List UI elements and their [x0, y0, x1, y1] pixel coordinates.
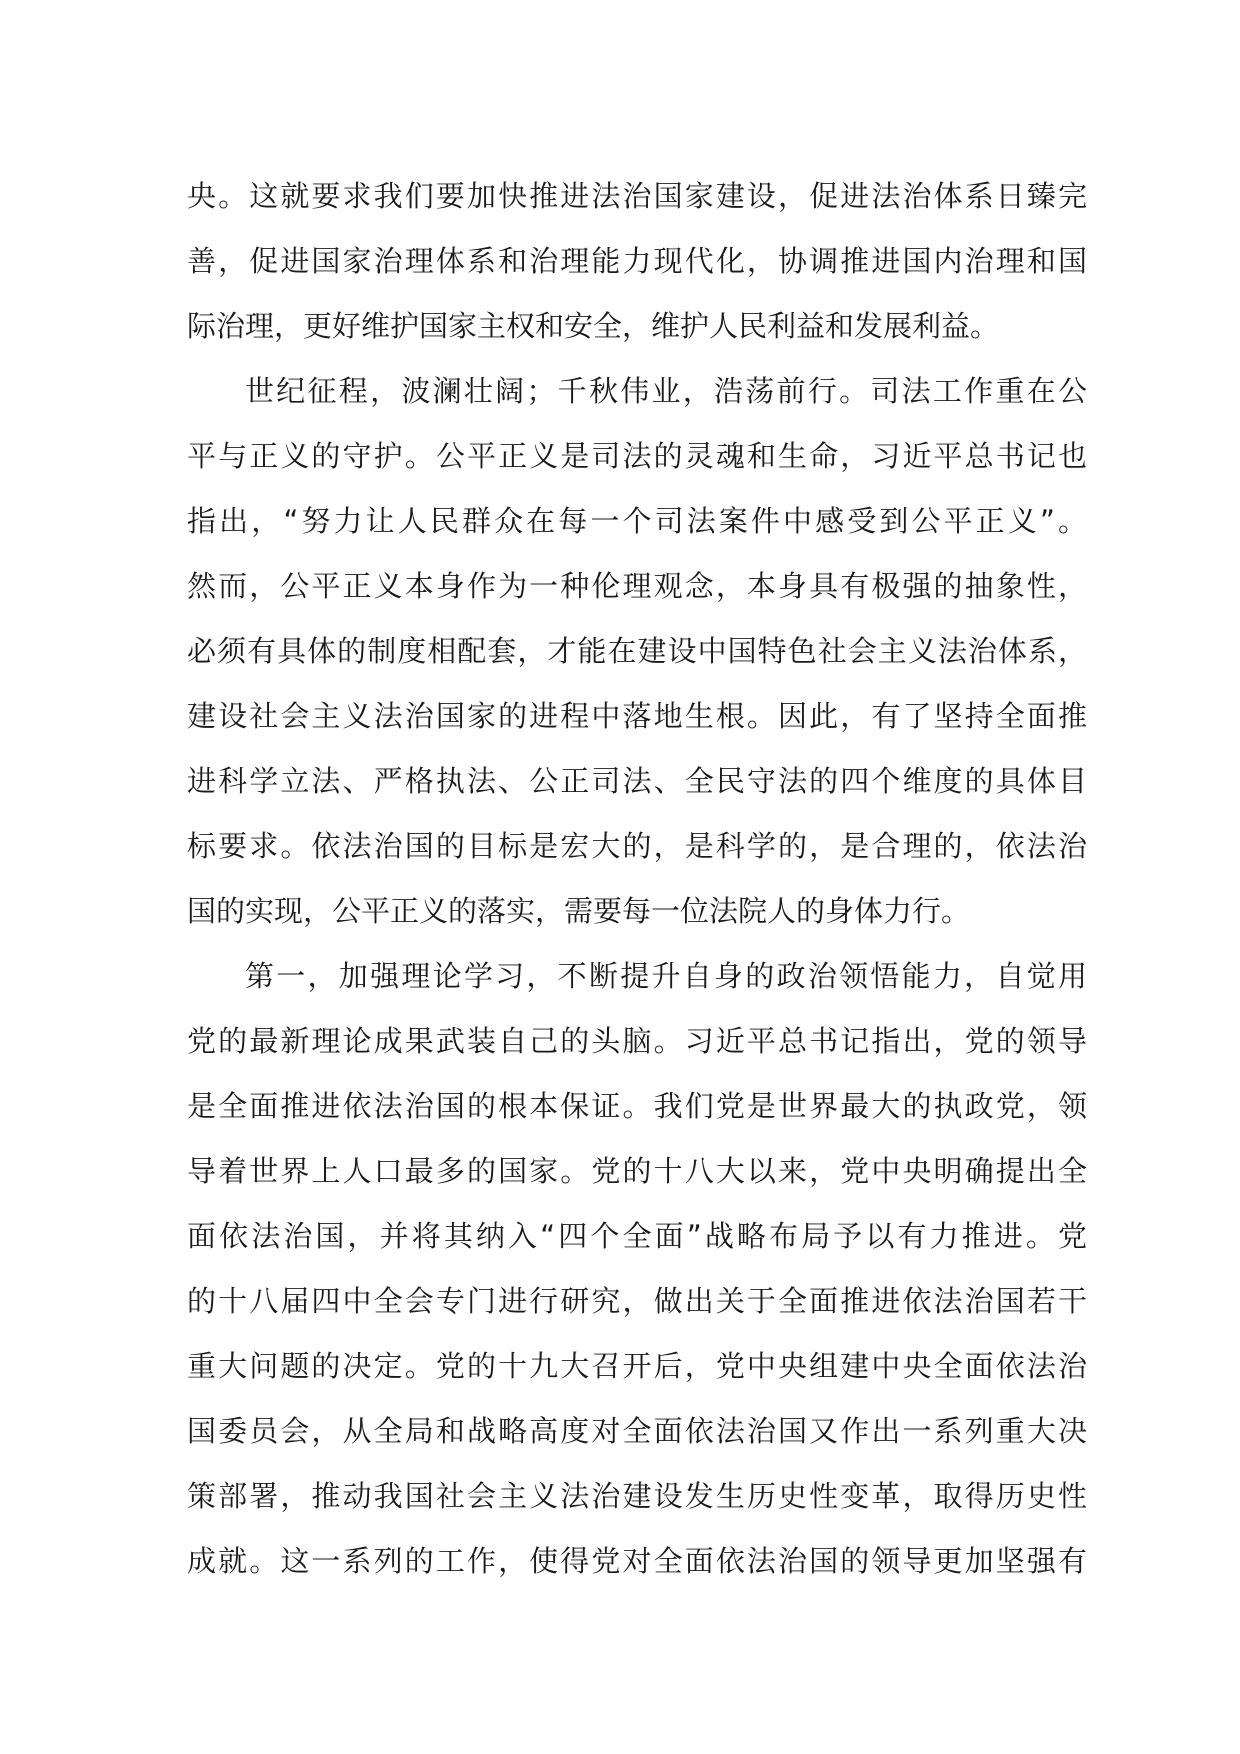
text-line: 际治理，更好维护国家主权和安全，维护人民利益和发展利益。 [187, 309, 1000, 343]
text-line: 党的最新理论成果武装自己的头脑。习近平总书记指出，党的领导 [187, 1024, 1087, 1058]
text-line: 国委员会，从全局和战略高度对全面依法治国又作出一系列重大决 [187, 1414, 1087, 1448]
text-line: 善，促进国家治理体系和治理能力现代化，协调推进国内治理和国 [187, 244, 1087, 278]
text-line: 面依法治国，并将其纳入“四个全面”战略布局予以有力推进。党 [187, 1219, 1087, 1253]
text-line: 成就。这一系列的工作，使得党对全面依法治国的领导更加坚强有 [187, 1544, 1087, 1578]
paragraph-start-line: 第一，加强理论学习，不断提升自身的政治领悟能力，自觉用 [245, 959, 1087, 993]
text-line: 的十八届四中全会专门进行研究，做出关于全面推进依法治国若干 [187, 1284, 1087, 1318]
text-line: 重大问题的决定。党的十九大召开后，党中央组建中央全面依法治 [187, 1349, 1087, 1383]
text-line: 导着世界上人口最多的国家。党的十八大以来，党中央明确提出全 [187, 1154, 1087, 1188]
text-line: 指出，“努力让人民群众在每一个司法案件中感受到公平正义”。 [187, 504, 1087, 538]
text-line: 国的实现，公平正义的落实，需要每一位法院人的身体力行。 [187, 894, 971, 928]
text-line: 平与正义的守护。公平正义是司法的灵魂和生命，习近平总书记也 [187, 439, 1087, 473]
paragraph-start-line: 世纪征程，波澜壮阔；千秋伟业，浩荡前行。司法工作重在公 [245, 374, 1087, 408]
text-line: 央。这就要求我们要加快推进法治国家建设，促进法治体系日臻完 [187, 179, 1087, 213]
text-line: 标要求。依法治国的目标是宏大的，是科学的，是合理的，依法治 [187, 829, 1087, 863]
text-line: 然而，公平正义本身作为一种伦理观念，本身具有极强的抽象性， [187, 569, 1087, 603]
text-line: 是全面推进依法治国的根本保证。我们党是世界最大的执政党，领 [187, 1089, 1087, 1123]
text-line: 策部署，推动我国社会主义法治建设发生历史性变革，取得历史性 [187, 1479, 1087, 1513]
text-line: 建设社会主义法治国家的进程中落地生根。因此，有了坚持全面推 [187, 699, 1087, 733]
text-line: 必须有具体的制度相配套，才能在建设中国特色社会主义法治体系， [187, 634, 1087, 668]
text-line: 进科学立法、严格执法、公正司法、全民守法的四个维度的具体目 [187, 764, 1087, 798]
document-body [187, 164, 1087, 1594]
